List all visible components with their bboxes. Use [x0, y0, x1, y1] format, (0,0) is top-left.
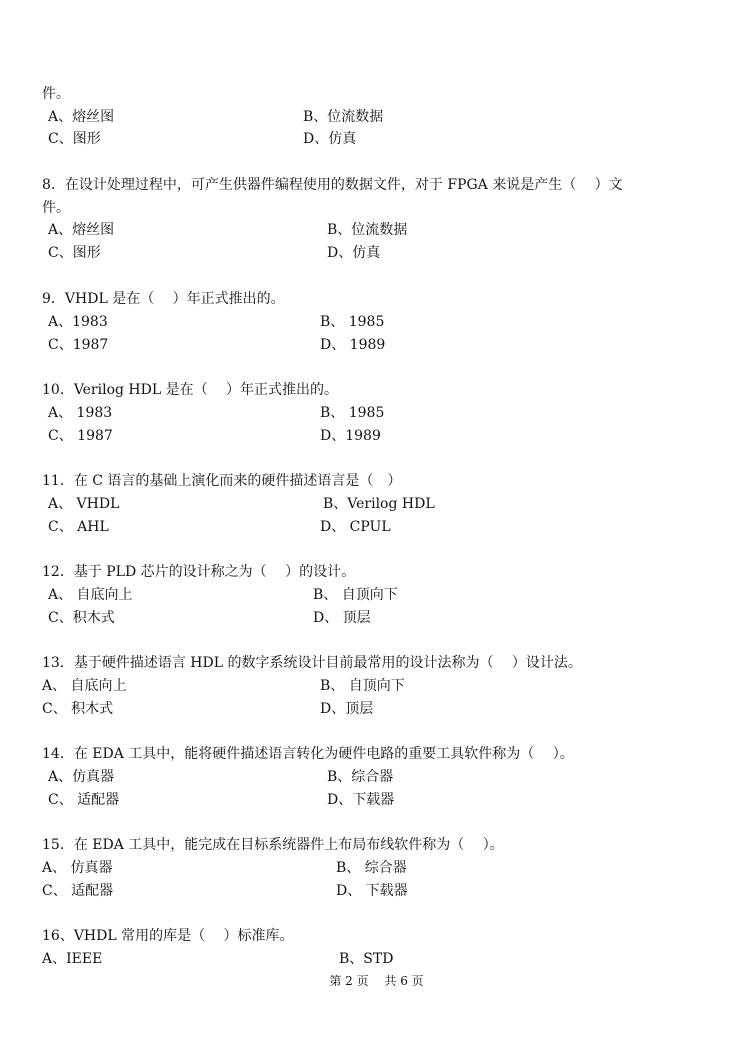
q12-option-b: B、 自顶向下: [313, 587, 398, 603]
q15-option-b: B、 综合器: [336, 860, 407, 876]
q9-option-c: C、1987: [48, 337, 109, 353]
q9-option-b: B、 1985: [320, 314, 385, 330]
q13-option-b: B、 自顶向下: [320, 678, 405, 694]
q14-option-c: C、 适配器: [48, 792, 120, 808]
q9-text: 9．VHDL 是在（ ）年正式推出的。: [42, 291, 285, 307]
q12-option-d: D、 顶层: [313, 610, 371, 626]
q10-option-d: D、1989: [320, 428, 381, 444]
q15-option-d: D、 下载器: [336, 883, 408, 899]
q7-continuation: 件。: [42, 86, 70, 102]
q11-option-d: D、 CPUL: [320, 519, 391, 535]
q12-option-c: C、积木式: [48, 610, 115, 626]
q10-option-b: B、 1985: [320, 405, 385, 421]
q8-option-d: D、仿真: [327, 245, 381, 261]
q7-option-c: C、图形: [48, 131, 101, 147]
q13-text: 13．基于硬件描述语言 HDL 的数字系统设计目前最常用的设计法称为（ ）设计法。: [42, 655, 582, 671]
q16-option-b: B、STD: [339, 951, 394, 967]
q8-option-c: C、图形: [48, 245, 101, 261]
q15-text: 15．在 EDA 工具中，能完成在目标系统器件上布局布线软件称为（ ）。: [42, 837, 504, 853]
q16-text: 16、VHDL 常用的库是（ ）标准库。: [42, 928, 294, 944]
q14-option-d: D、下载器: [327, 792, 395, 808]
q13-option-d: D、顶层: [320, 701, 374, 717]
q11-option-b: B、Verilog HDL: [323, 496, 435, 512]
q8-option-b: B、位流数据: [327, 222, 408, 238]
q7-option-a: A、熔丝图: [48, 109, 115, 125]
q11-text: 11．在 C 语言的基础上演化而来的硬件描述语言是（ ）: [42, 473, 402, 489]
q13-option-c: C、 积木式: [42, 701, 114, 717]
q11-option-a: A、 VHDL: [48, 496, 120, 512]
q7-option-b: B、位流数据: [303, 109, 384, 125]
q8-option-a: A、熔丝图: [48, 222, 115, 238]
q12-text: 12．基于 PLD 芯片的设计称之为（ ）的设计。: [42, 564, 356, 580]
q9-option-d: D、 1989: [320, 337, 386, 353]
q14-option-b: B、综合器: [327, 769, 394, 785]
q10-option-c: C、 1987: [48, 428, 113, 444]
q10-option-a: A、 1983: [48, 405, 113, 421]
q16-option-a: A、IEEE: [42, 951, 103, 967]
q12-option-a: A、 自底向上: [48, 587, 133, 603]
q7-option-d: D、仿真: [303, 131, 357, 147]
q15-option-a: A、 仿真器: [42, 860, 113, 876]
q14-text: 14．在 EDA 工具中，能将硬件描述语言转化为硬件电路的重要工具软件称为（ ）。: [42, 746, 574, 762]
q9-option-a: A、1983: [48, 314, 108, 330]
q8-text: 8．在设计处理过程中，可产生供器件编程使用的数据文件，对于 FPGA 来说是产生（ ）文: [42, 177, 623, 193]
q13-option-a: A、 自底向上: [42, 678, 127, 694]
q8-text-cont: 件。: [42, 200, 70, 216]
q10-text: 10．Verilog HDL 是在（ ）年正式推出的。: [42, 382, 339, 398]
page-footer: 第 2 页 共 6 页: [329, 974, 424, 988]
q14-option-a: A、仿真器: [48, 769, 115, 785]
q15-option-c: C、 适配器: [42, 883, 114, 899]
q11-option-c: C、 AHL: [48, 519, 109, 535]
